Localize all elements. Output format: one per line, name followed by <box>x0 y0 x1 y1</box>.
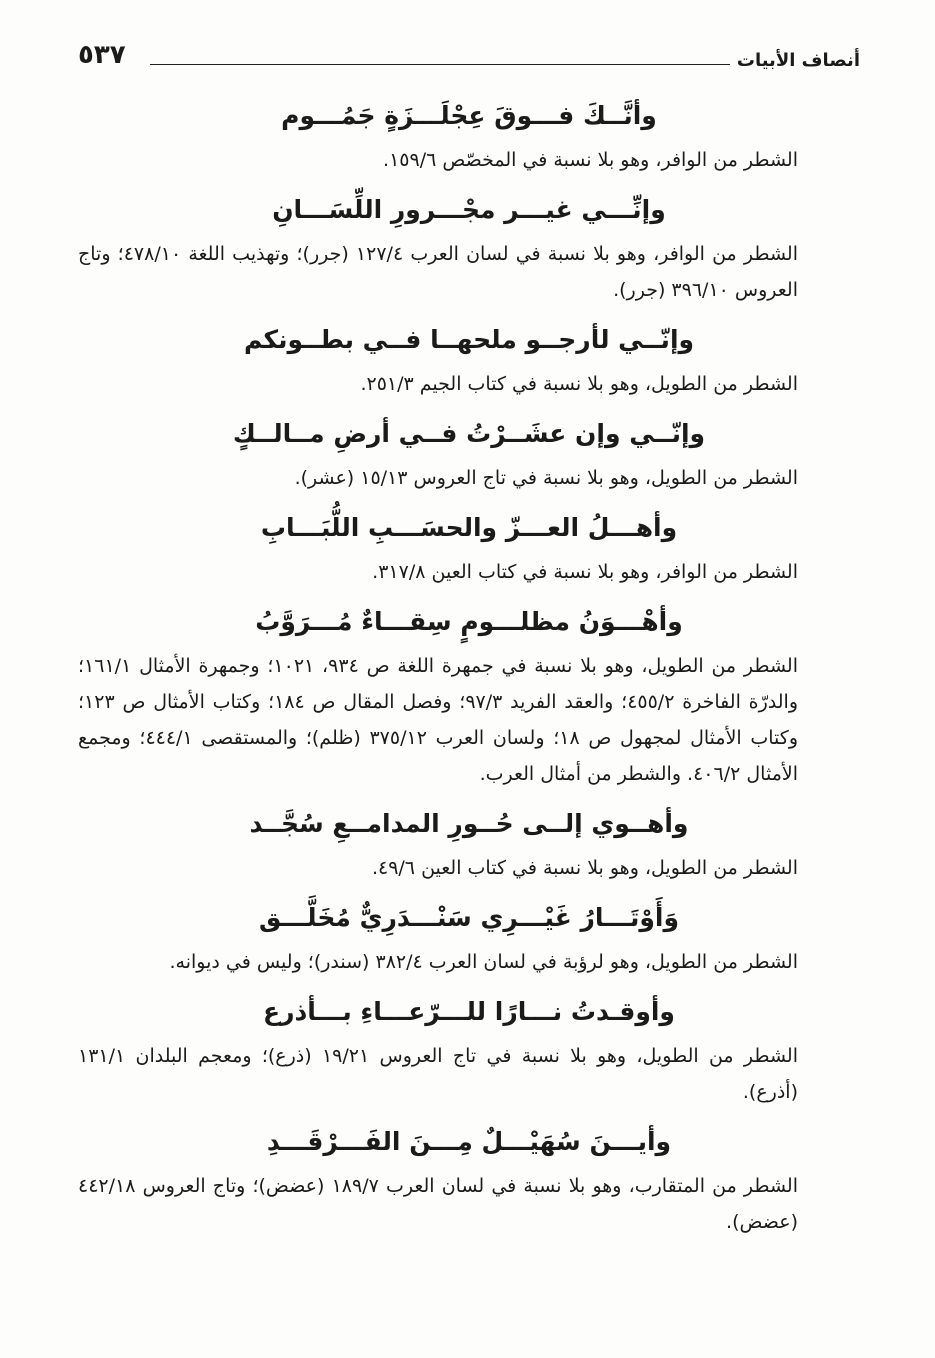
verse-hemistich: وأيـــنَ سُهَيْـــلٌ مِـــنَ الفَـــرْقَـــدِ <box>266 1127 672 1156</box>
verse-note: الشطر من الوافر، وهو بلا نسبة في المخصّص ١٥٩/٦. <box>383 149 798 171</box>
verse-note: الشطر من المتقارب، وهو بلا نسبة في لسان العرب ١٨٩/٧ (عضض)؛ وتاج العروس ٤٤٢/١٨ (عضض). <box>78 1175 799 1233</box>
verse-hemistich: وَأَوْتَـــارُ غَيْـــرِي سَنْـــدَرِيٌّ مُخَلَّـــق <box>259 903 679 932</box>
verse-entry <box>78 508 860 590</box>
verse-hemistich: وأهْـــوَنُ مظلـــومٍ سِقـــاءٌ مُـــرَوَّبُ <box>255 607 683 636</box>
verse-note: الشطر من الطويل، وهو بلا نسبة في كتاب الجيم ٢٥١/٣. <box>360 373 798 395</box>
verse-entry <box>78 804 860 886</box>
header-rule <box>150 64 730 65</box>
page-number: ٥٣٧ <box>78 40 126 70</box>
verse-note: الشطر من الطويل، وهو بلا نسبة في جمهرة اللغة ص ٩٣٤، ١٠٢١؛ وجمهرة الأمثال ١٦١/١؛ والدرّة الفاخرة ٤٥٥/٢؛ والعقد الفريد ٩٧/٣؛ وفصل المقال ص ١٨٤؛ وكتاب الأمثال ص ١٢٣؛ وكتاب الأمثال لمجهول ص ١٨؛ ولسان العرب ٣٧٥/١٢ (ظلم)؛ والمستقصى ٤٤٤/١؛ ومجمع الأمثال ٤٠٦/٢. والشطر من أمثال العرب. <box>78 655 799 785</box>
verse-hemistich: وإنّــي وإن عشَــرْتُ فــي أرضِ مــالــكٍ <box>232 419 706 448</box>
verse-entries <box>78 96 860 1252</box>
verse-note: الشطر من الطويل، وهو لرؤبة في لسان العرب ٣٨٢/٤ (سندر)؛ وليس في ديوانه. <box>169 951 798 973</box>
verse-entry <box>78 96 860 178</box>
verse-entry <box>78 414 860 496</box>
verse-note: الشطر من الطويل، وهو بلا نسبة في تاج العروس ١٥/١٣ (عشر). <box>294 467 798 489</box>
verse-entry <box>78 320 860 402</box>
verse-hemistich: وأنَّــكَ فـــوقَ عِجْلَـــزَةٍ جَمُـــوم <box>281 101 657 130</box>
verse-entry <box>78 190 860 308</box>
verse-note: الشطر من الطويل، وهو بلا نسبة في كتاب العين ٤٩/٦. <box>371 857 798 879</box>
running-title: أنصاف الأبيات <box>736 50 860 71</box>
page-header <box>78 40 860 80</box>
verse-note: الشطر من الطويل، وهو بلا نسبة في تاج العروس ١٩/٢١ (ذرع)؛ ومعجم البلدان ١٣١/١ (أذرع). <box>78 1045 798 1103</box>
verse-entry <box>78 1122 860 1240</box>
verse-hemistich: وأهـــلُ العـــزّ والحسَـــبِ اللُّبَـــابِ <box>260 513 678 542</box>
verse-hemistich: وإنِّـــي غيـــر مجْـــرورِ اللِّسَـــانِ <box>272 195 666 224</box>
verse-hemistich: وإنّــي لأرجــو ملحهــا فــي بطــونكم <box>243 325 695 354</box>
verse-note: الشطر من الوافر، وهو بلا نسبة في كتاب العين ٣١٧/٨. <box>372 561 798 583</box>
verse-entry <box>78 602 860 792</box>
verse-hemistich: وأهــوي إلــى حُــورِ المدامــعِ سُجَّــد <box>249 809 689 838</box>
verse-note: الشطر من الوافر، وهو بلا نسبة في لسان العرب ١٢٧/٤ (جرر)؛ وتهذيب اللغة ٤٧٨/١٠؛ وتاج العروس ٣٩٦/١٠ (جرر). <box>78 243 798 301</box>
verse-entry <box>78 992 860 1110</box>
verse-hemistich: وأوقـدتُ نـــارًا للـــرّعـــاءِ بـــأذرع <box>263 997 675 1026</box>
verse-entry <box>78 898 860 980</box>
